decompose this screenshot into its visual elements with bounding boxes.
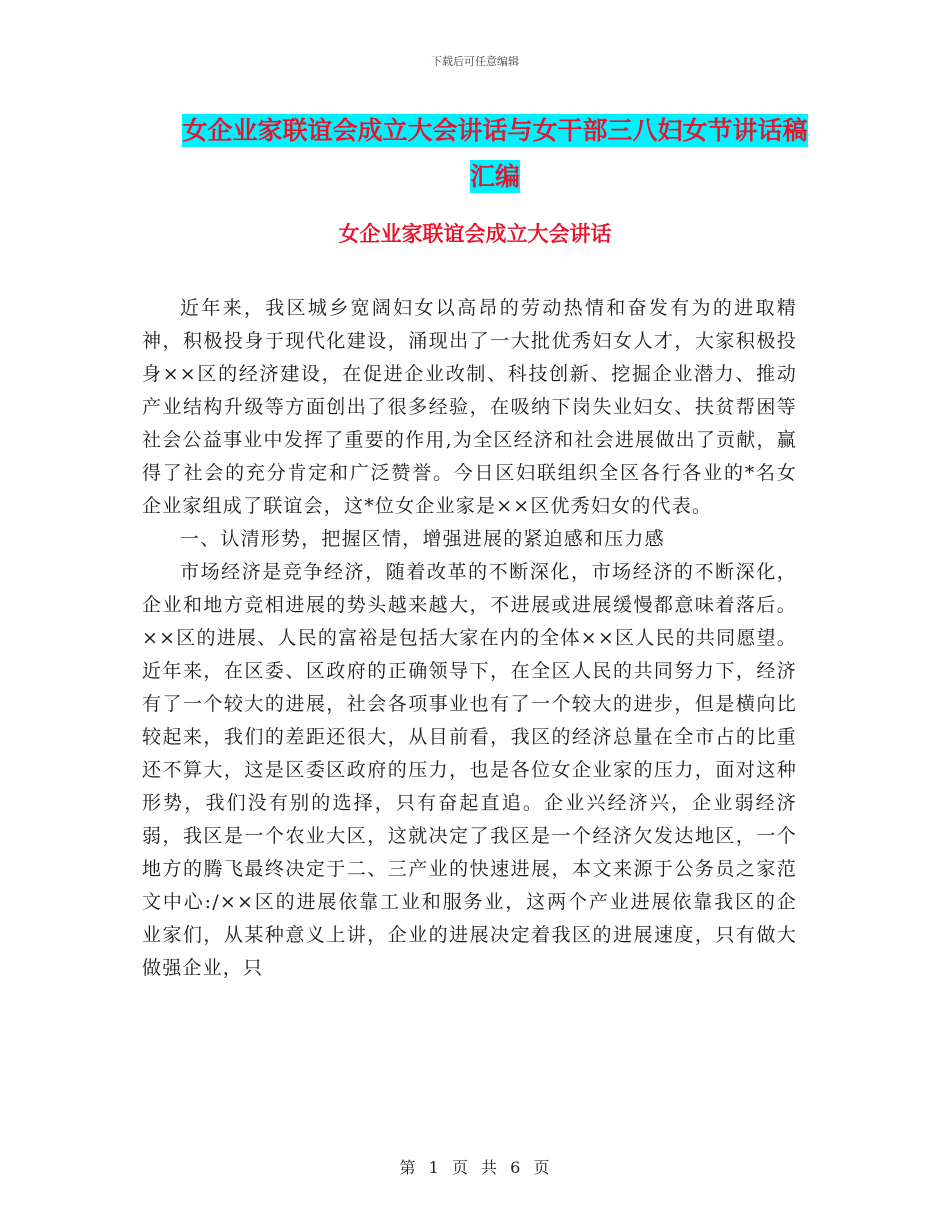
document-title-text: 女企业家联谊会成立大会讲话与女干部三八妇女节讲话稿汇编	[182, 116, 808, 191]
page-footer	[0, 1155, 950, 1178]
header-note: 下载后可任意编辑	[431, 55, 519, 68]
footer-suffix: 页	[533, 1158, 551, 1177]
document-body	[142, 292, 797, 985]
footer-page-label: 页	[451, 1158, 469, 1177]
document-title	[180, 108, 810, 200]
paragraph-intro: 近年来，我区城乡宽阔妇女以高昂的劳动热情和奋发有为的进取精神，积极投身于现代化建设，涌现出了一大批优秀妇女人才，大家积极投身××区的经济建设，在促进企业改制、科技创新、挖掘企业潜力、推动产业结构升级等方面创出了很多经验，在吸纳下岗失业妇女、扶贫帮困等社会公益事业中发挥了重要的作用,为全区经济和社会进展做出了贡献，赢得了社会的充分肯定和广泛赞誉。今日区妇联组织全区各行各业的*名女企业家组成了联谊会，这*位女企业家是××区优秀妇女的代表。	[142, 297, 797, 517]
paragraph-heading-1: 一、认清形势，把握区情，增强进展的紧迫感和压力感	[180, 528, 665, 550]
footer-page-number: 1	[428, 1158, 440, 1177]
footer-total-label: 共	[481, 1158, 499, 1177]
footer-prefix: 第	[399, 1158, 417, 1177]
footer-total-pages: 6	[510, 1158, 522, 1177]
paragraph-market-economy: 市场经济是竞争经济，随着改革的不断深化，市场经济的不断深化，企业和地方竞相进展的势头越来越大，不进展或进展缓慢都意味着落后。××区的进展、人民的富裕是包括大家在内的全体××区人民的共同愿望。近年来，在区委、区政府的正确领导下，在全区人民的共同努力下，经济有了一个较大的进展，社会各项事业也有了一个较大的进步，但是横向比较起来，我们的差距还很大，从目前看，我区的经济总量在全市占的比重还不算大，这是区委区政府的压力，也是各位女企业家的压力，面对这种形势，我们没有别的选择，只有奋起直追。企业兴经济兴，企业弱经济弱，我区是一个农业大区，这就决定了我区是一个经济欠发达地区，一个地方的腾飞最终决定于二、三产业的快速进展，本文来源于公务员之家范文中心:/××区的进展依靠工业和服务业，这两个产业进展依靠我区的企业家们，从某种意义上讲，企业的进展决定着我区的进展速度，只有做大做强企业，只	[142, 561, 797, 979]
section-title: 女企业家联谊会成立大会讲话	[338, 222, 612, 246]
